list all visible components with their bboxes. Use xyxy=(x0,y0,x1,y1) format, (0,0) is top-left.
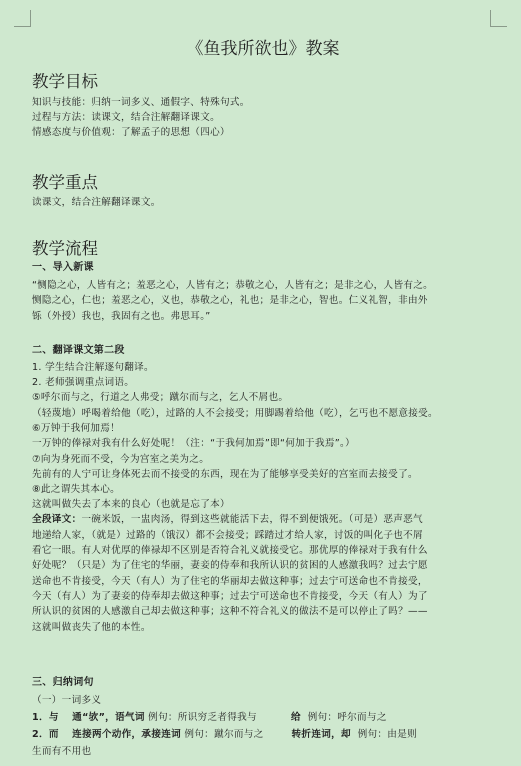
intro-heading: 一、导入新课 xyxy=(32,262,94,273)
polysemy-item-1: 1．与 通“欤”，语气词 例句：所识穷乏者得我与 给 例句：呼尔而与之 xyxy=(32,712,387,723)
full-translation-line: 好处呢？（只是）为了住宅的华丽，妻妾的侍奉和我所认识的贫困的人感激我吗？过去宁愿 xyxy=(32,560,428,571)
full-translation-line: 今天（有人）为了妻妾的侍奉却去做这种事；过去宁可送命也不肯接受，今天（有人）为了 xyxy=(32,591,428,602)
translate-line: ⑧此之谓失其本心。 xyxy=(32,484,121,495)
translate-line: 先前有的人宁可让身体死去而不接受的东西，现在为了能够享受美好的宫室而去接受了。 xyxy=(32,469,418,480)
intro-line: “恻隐之心，人皆有之；羞恶之心，人皆有之；恭敬之心，人皆有之；是非之心，人皆有之。 xyxy=(32,280,434,291)
full-translation-line: 这就叫做丧失了他的本性。 xyxy=(32,622,151,633)
translate-line: ⑤呼尔而与之，行道之人弗受；蹴尔而与之，乞人不屑也。 xyxy=(32,392,289,403)
page-corner-top-left xyxy=(14,10,31,27)
translate-line: 1. 学生结合注解逐句翻译。 xyxy=(32,362,154,373)
intro-line: 恻隐之心，仁也；羞恶之心，义也，恭敬之心，礼也；是非之心，智也。仁义礼智，非由外 xyxy=(32,295,428,306)
translate-line: 2. 老师强调重点词语。 xyxy=(32,377,135,388)
translate-line: 这就叫做失去了本来的良心（也就是忘了本） xyxy=(32,499,230,510)
polysemy-item-2-continued: 生而有不用也 xyxy=(32,746,92,757)
page-corner-top-right xyxy=(490,10,507,27)
summary-heading: 三、归纳词句 xyxy=(32,677,94,688)
heading-goals: 教学目标 xyxy=(32,72,98,91)
translate-line: ⑦向为身死而不受，今为宫室之美为之。 xyxy=(32,454,210,465)
page-title: 《鱼我所欲也》教案 xyxy=(186,39,340,59)
heading-flow: 教学流程 xyxy=(32,239,98,258)
goal-line: 过程与方法：读课文，结合注解翻译课文。 xyxy=(32,112,220,123)
full-translation-line: 地递给人家，（就是）过路的（饿汉）都不会接受；踩踏过才给人家，讨饭的叫化子也不屑 xyxy=(32,530,423,541)
full-translation-label: 全段译文： xyxy=(32,514,82,525)
goal-line: 知识与技能：归纳一词多义、通假字、特殊句式。 xyxy=(32,97,250,108)
goal-line: 情感态度与价值观：了解孟子的思想（四心） xyxy=(32,127,230,138)
intro-line: 铄（外授）我也，我固有之也。弗思耳。” xyxy=(32,311,211,322)
full-translation-line: 送命也不肯接受，今天（有人）为了住宅的华丽却去做这种事；过去宁可送命也不肯接受， xyxy=(32,576,428,587)
heading-focus: 教学重点 xyxy=(32,173,98,192)
translate-line: 一万钟的俸禄对我有什么好处呢！（注：“于我何加焉”即“何加于我焉”。） xyxy=(32,438,355,449)
full-translation-line: 全段译文：一碗米饭，一盅肉汤，得到这些就能活下去，得不到便饿死。（可是）恶声恶气 xyxy=(32,514,423,525)
summary-subheading: （一）一词多义 xyxy=(32,695,102,706)
full-translation-line: 所认识的贫困的人感激自己却去做这种事；这种不符合礼义的做法不是可以停止了吗？—— xyxy=(32,606,428,617)
translate-line: ⑥万钟于我何加焉！ xyxy=(32,423,121,434)
focus-line: 读课文，结合注解翻译课文。 xyxy=(32,197,161,208)
translate-heading: 二、翻译课文第二段 xyxy=(32,345,125,356)
translate-line: （轻蔑地）呼喝着给他（吃），过路的人不会接受；用脚踢着给他（吃），乞丐也不愿意接受。 xyxy=(32,408,438,419)
full-translation-line: 看它一眼。有人对优厚的俸禄却不区别是否符合礼义就接受它。那优厚的俸禄对于我有什么 xyxy=(32,545,428,556)
polysemy-item-2: 2．而 连接两个动作，承接连词 例句：蹴尔而与之 转折连词，却 例句：由是则 xyxy=(32,729,417,740)
